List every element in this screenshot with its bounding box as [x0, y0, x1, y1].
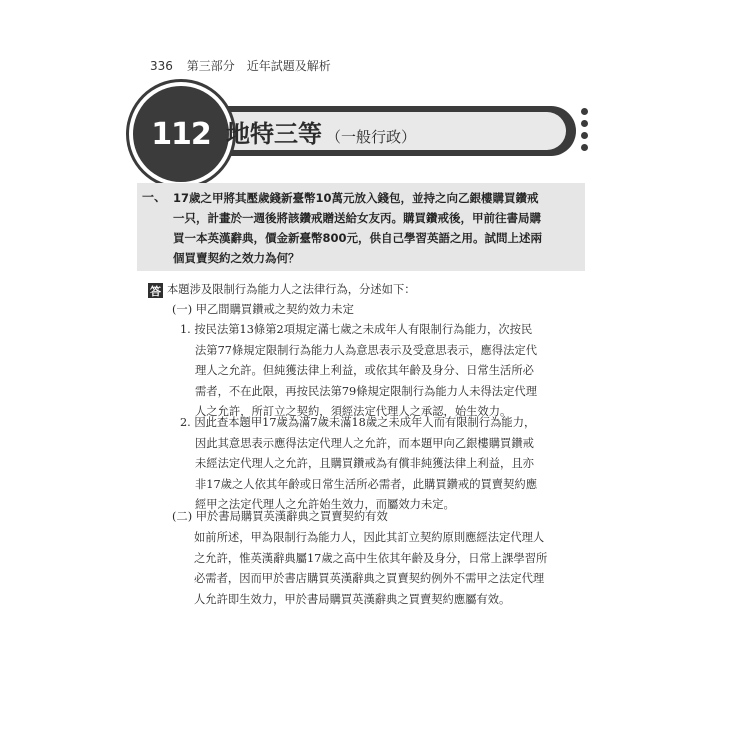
text-line: 理人之允許。但純獲法律上利益，或依其年齡及身分、日常生活所必 — [195, 364, 534, 378]
question-line: 買一本英漢辭典，價金新臺幣800元，供自己學習英語之用。試問上述兩 — [173, 231, 543, 245]
section-heading-2: (二) 甲於書局購買英漢辭典之買賣契約有效 — [172, 510, 388, 523]
text-line: 1. 按民法第13條第2項規定滿七歲之未成年人有限制行為能力，次按民 — [180, 323, 533, 336]
question-number: 一、 — [142, 190, 167, 204]
text-line: 必需者，因而甲於書店購買英漢辭典之買賣契約例外不需甲之法定代理 — [194, 572, 545, 586]
banner-year: 112 — [151, 116, 211, 152]
question-line: 17歲之甲將其壓歲錢新臺幣10萬元放入錢包，並持之向乙銀樓購買鑽戒 — [173, 191, 539, 205]
text-line: 之允許，惟英漢辭典屬17歲之高中生依其年齡及身分，日常上課學習所 — [194, 551, 548, 565]
text-line: 2. 因此查本題甲17歲為滿7歲未滿18歲之未成年人而有限制行為能力， — [180, 416, 536, 429]
text-line: 需者，不在此限，再按民法第79條規定限制行為能力人未得法定代理 — [195, 384, 537, 398]
text-line: 因此其意思表示應得法定代理人之允許，而本題甲向乙銀樓購買鑽戒 — [195, 436, 534, 450]
banner-dots-decoration — [578, 108, 592, 156]
question-line: 一只，計畫於一週後將該鑽戒贈送給女友丙。購買鑽戒後，甲前往書局購 — [173, 211, 541, 225]
text-line: 未經法定代理人之允許，且購買鑽戒為有償非純獲法律上利益，且亦 — [195, 457, 534, 471]
text-line: 如前所述，甲為限制行為能力人，因此其訂立契約原則應經法定代理人 — [194, 531, 545, 544]
exam-category: （一般行政） — [326, 128, 417, 146]
point-1-paragraph — [180, 320, 537, 423]
banner-title — [226, 114, 416, 149]
section-title: 第三部分 近年試題及解析 — [186, 59, 331, 73]
text-line: 經甲之法定代理人之允許始生效力，而屬效力未定。 — [195, 498, 455, 512]
answer-icon: 答 — [150, 284, 161, 298]
point-2-paragraph — [180, 413, 537, 516]
exam-name: 地特三等 — [226, 120, 322, 148]
section-heading-1: (一) 甲乙間購買鑽戒之契約效力未定 — [172, 303, 354, 316]
running-head — [150, 57, 331, 74]
question-line: 個買賣契約之效力為何？ — [173, 251, 300, 265]
text-line: 法第77條規定限制行為能力人為意思表示及受意思表示，應得法定代 — [195, 343, 537, 357]
text-line: 非17歲之人依其年齡或日常生活所必需者，此購買鑽戒的買賣契約應 — [195, 477, 537, 491]
text-line: 人允許即生效力，甲於書局購買英漢辭典之買賣契約應屬有效。 — [194, 592, 511, 606]
page-number: 336 — [150, 59, 173, 73]
answer-intro: 本題涉及限制行為能力人之法律行為，分述如下： — [167, 283, 416, 296]
question-text — [173, 188, 583, 268]
section-2-paragraph — [194, 528, 547, 610]
text-line: 人之允許，所訂立之契約，須經法定代理人之承認，始生效力。 — [195, 405, 512, 419]
